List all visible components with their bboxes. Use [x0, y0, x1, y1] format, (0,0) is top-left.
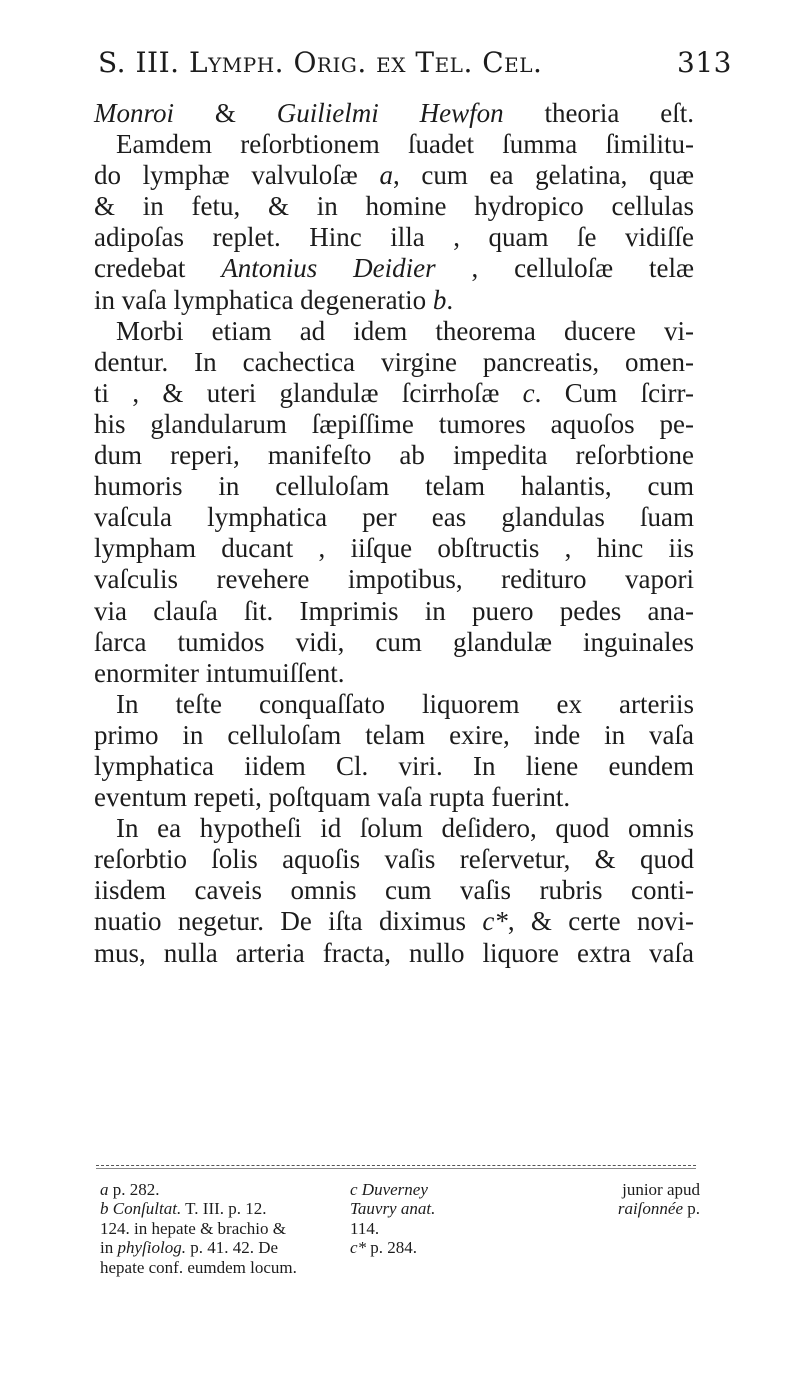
footnote-text: [520, 1258, 700, 1277]
footnote-text: Tauvry anat.: [350, 1199, 436, 1219]
footnote-text: 114.: [350, 1218, 380, 1238]
text-line: do lymphæ valvuloſæ a, cum ea gelatina, quæ: [94, 160, 694, 191]
footnote-text: [520, 1238, 700, 1257]
page-number: 313: [677, 46, 732, 79]
running-header: [98, 46, 732, 86]
text-line: dentur. In cachectica virgine pancreatis, omen-: [94, 346, 694, 377]
text-line: via clauſa ſit. Imprimis in puero pedes ana-: [94, 595, 694, 626]
footnote-text: hepate conf. eumdem locum.: [100, 1257, 297, 1277]
footnote-row: [100, 1238, 700, 1257]
footnote-text: junior apud: [622, 1180, 700, 1199]
header-section: S. III.: [98, 46, 180, 79]
text-line: adipoſas replet. Hinc illa , quam ſe vidiſſe: [94, 222, 694, 253]
text-line: Eamdem reſorbtionem ſuadet ſumma ſimilitu-: [116, 129, 694, 160]
footnote-separator: [96, 1165, 696, 1169]
text-line: Monroi & Guilielmi Hewfon theoria eſt.: [94, 98, 694, 128]
text-line: ti , & uteri glandulæ ſcirrhoſæ c. Cum ſcirr-: [94, 377, 694, 408]
text-line: credebat Antonius Deidier , celluloſæ telæ: [94, 253, 695, 284]
text-line: Morbi etiam ad idem theorema ducere vi-: [116, 315, 694, 346]
footnote-text: raiſonnée p.: [617, 1199, 700, 1219]
text-line: In teſte conquaſſato liquorem ex arteriis: [116, 688, 694, 719]
text-line: reſorbtio ſolis aquoſis vaſis reſervetur, & quod: [94, 844, 694, 875]
main-text: [94, 98, 694, 969]
text-line: primo in celluloſam telam exire, inde in vaſa: [94, 719, 694, 750]
footnote-text: [520, 1219, 700, 1238]
text-line: dum reperi, manifeſto ab impedita reſorbtione: [94, 440, 694, 471]
text-line: In ea hypotheſi id ſolum deſidero, quod omnis: [116, 813, 694, 844]
text-line: in vaſa lymphatica degeneratio b.: [94, 284, 454, 315]
text-line: lymphatica iidem Cl. viri. In liene eundem: [94, 750, 694, 781]
footnote-row: [100, 1219, 700, 1238]
footnote-text: [350, 1258, 520, 1277]
footnote-row: [100, 1258, 700, 1277]
text-line: & in fetu, & in homine hydropico cellulas: [94, 191, 694, 222]
footnote-b: b Conſultat. T. III. p. 12.: [100, 1199, 267, 1219]
text-line: vaſculis revehere impotibus, redituro vapori: [94, 564, 694, 595]
text-line: iisdem caveis omnis cum vaſis rubris conti-: [94, 875, 694, 906]
footnote-row: [100, 1199, 700, 1218]
text-line: mus, nulla arteria fracta, nullo liquore extra vaſa: [94, 937, 694, 968]
text-line: enormiter intumuiſſent.: [94, 657, 345, 688]
text-line: eventum repeti, poſtquam vaſa rupta fuerint.: [94, 782, 571, 813]
text-line: ſarca tumidos vidi, cum glandulæ inguinales: [94, 626, 694, 657]
footnote-c: c Duverney: [350, 1180, 428, 1199]
header-title: Lymph. Orig. ex Tel. Cel.: [188, 46, 543, 79]
footnote-c-star: c* p. 284.: [350, 1238, 418, 1258]
footnote-text: in phyſiolog. p. 41. 42. De: [100, 1238, 279, 1258]
text-line: vaſcula lymphatica per eas glandulas ſuam: [94, 502, 694, 533]
footnote-row: [100, 1180, 700, 1199]
footnotes: [100, 1180, 700, 1277]
text-line: humoris in celluloſam telam halantis, cum: [94, 471, 694, 502]
text-line: nuatio negetur. De iſta diximus c*, & certe novi-: [94, 906, 694, 937]
text-line: lympham ducant , iiſque obſtructis , hinc iis: [94, 533, 694, 564]
text-line: his glandularum ſæpiſſime tumores aquoſos pe-: [94, 408, 694, 439]
footnote-a: a p. 282.: [100, 1180, 160, 1199]
footnote-text: 124. in hepate & brachio &: [100, 1218, 287, 1238]
